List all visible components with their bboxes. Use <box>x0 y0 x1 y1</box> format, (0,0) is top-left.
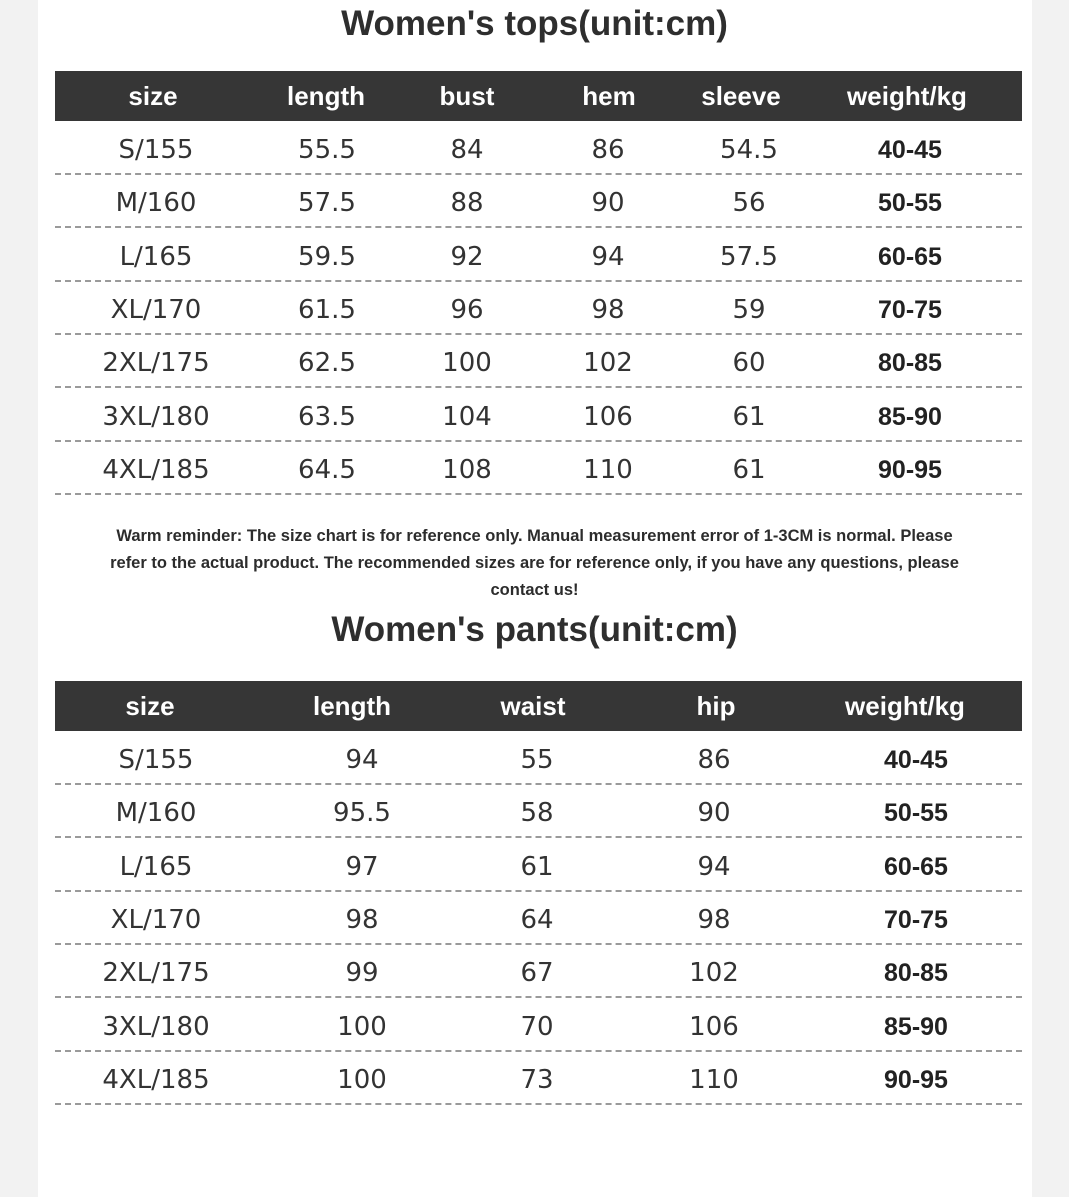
tops-row-divider <box>55 173 1022 175</box>
tops-cell-size: S/155 <box>118 135 194 165</box>
pants-cell-hip: 94 <box>697 851 731 882</box>
tops-row <box>55 390 1022 444</box>
tops-cell-length: 57.5 <box>298 188 356 219</box>
pants-row <box>55 786 1022 840</box>
tops-cell-hem: 110 <box>583 454 633 485</box>
tops-col-sleeve: sleeve <box>701 81 781 111</box>
pants-cell-weightkg: 60-65 <box>884 852 948 881</box>
tops-cell-bust: 92 <box>450 241 484 272</box>
tops-cell-hem: 106 <box>583 401 633 432</box>
pants-row <box>55 1053 1022 1107</box>
pants-cell-length: 100 <box>337 1064 387 1095</box>
pants-cell-size: XL/170 <box>110 904 202 935</box>
tops-cell-hem: 98 <box>591 294 625 325</box>
tops-cell-sleeve: 60 <box>732 348 766 379</box>
pants-cell-waist: 61 <box>520 851 554 882</box>
pants-col-waist: waist <box>500 691 566 721</box>
tops-cell-length: 64.5 <box>298 454 356 485</box>
tops-header-row <box>55 71 1022 121</box>
pants-row <box>55 840 1022 894</box>
tops-row-divider <box>55 440 1022 442</box>
tops-row <box>55 230 1022 284</box>
pants-cell-length: 94 <box>345 745 379 775</box>
pants-row-divider <box>55 1050 1022 1052</box>
pants-cell-size: 4XL/185 <box>102 1064 210 1095</box>
pants-cell-weightkg: 90-95 <box>884 1065 948 1094</box>
tops-row <box>55 123 1022 177</box>
pants-cell-size: 2XL/175 <box>102 958 210 989</box>
tops-row <box>55 336 1022 390</box>
pants-cell-waist: 70 <box>520 1011 554 1042</box>
pants-cell-waist: 64 <box>520 904 554 935</box>
tops-cell-bust: 108 <box>442 454 492 485</box>
pants-col-weight: weight/kg <box>845 691 965 721</box>
warm-reminder-note: Warm reminder: The size chart is for reference only. Manual measurement error of 1-3CM is normal. Please refer to the actual product. The recommended sizes are for reference only, if you have any questions, please contact us! <box>110 526 959 599</box>
tops-cell-bust: 104 <box>442 401 492 432</box>
tops-row-divider <box>55 226 1022 228</box>
pants-cell-weightkg: 80-85 <box>884 959 948 988</box>
tops-row-divider <box>55 493 1022 495</box>
pants-cell-length: 97 <box>345 851 379 882</box>
pants-cell-hip: 98 <box>697 904 731 935</box>
pants-row-divider <box>55 836 1022 838</box>
tops-cell-weightkg: 70-75 <box>878 295 942 324</box>
tops-cell-sleeve: 61 <box>732 454 766 485</box>
tops-cell-bust: 84 <box>450 135 484 165</box>
tops-row <box>55 283 1022 337</box>
pants-cell-size: S/155 <box>118 745 194 775</box>
pants-cell-hip: 110 <box>689 1064 739 1095</box>
pants-row-divider <box>55 1103 1022 1105</box>
pants-cell-weightkg: 85-90 <box>884 1012 948 1041</box>
tops-cell-weightkg: 40-45 <box>878 136 942 164</box>
pants-row <box>55 1000 1022 1054</box>
tops-cell-weightkg: 80-85 <box>878 349 942 378</box>
pants-col-size: size <box>125 691 175 721</box>
tops-cell-length: 61.5 <box>298 294 356 325</box>
tops-cell-size: XL/170 <box>110 294 202 325</box>
tops-cell-size: 4XL/185 <box>102 454 210 485</box>
pants-cell-size: 3XL/180 <box>102 1011 210 1042</box>
tops-cell-sleeve: 56 <box>732 188 766 219</box>
pants-cell-hip: 106 <box>689 1011 739 1042</box>
tops-cell-weightkg: 90-95 <box>878 455 942 484</box>
tops-col-length: length <box>287 81 365 111</box>
pants-cell-weightkg: 70-75 <box>884 905 948 934</box>
pants-cell-weightkg: 40-45 <box>884 746 948 774</box>
pants-col-length: length <box>313 691 391 721</box>
tops-col-bust: bust <box>439 81 495 111</box>
pants-cell-size: M/160 <box>115 798 197 829</box>
pants-row-divider <box>55 943 1022 945</box>
tops-cell-bust: 96 <box>450 294 484 325</box>
pants-cell-length: 98 <box>345 904 379 935</box>
pants-row <box>55 733 1022 787</box>
tops-cell-length: 55.5 <box>298 135 356 165</box>
tops-cell-length: 63.5 <box>298 401 356 432</box>
pants-cell-weightkg: 50-55 <box>884 799 948 828</box>
tops-cell-sleeve: 61 <box>732 401 766 432</box>
tops-cell-hem: 86 <box>591 135 625 165</box>
pants-cell-size: L/165 <box>119 851 193 882</box>
tops-cell-sleeve: 54.5 <box>720 135 778 165</box>
tops-cell-size: M/160 <box>115 188 197 219</box>
tops-title: Women's tops(unit:cm) <box>341 4 728 43</box>
tops-cell-sleeve: 57.5 <box>720 241 778 272</box>
pants-cell-waist: 58 <box>520 798 554 829</box>
pants-cell-hip: 86 <box>697 745 731 775</box>
tops-cell-size: 3XL/180 <box>102 401 210 432</box>
tops-row-divider <box>55 386 1022 388</box>
tops-cell-hem: 90 <box>591 188 625 219</box>
pants-cell-hip: 90 <box>697 798 731 829</box>
tops-cell-weightkg: 85-90 <box>878 402 942 431</box>
tops-row <box>55 176 1022 230</box>
tops-cell-weightkg: 60-65 <box>878 242 942 271</box>
tops-row-divider <box>55 280 1022 282</box>
pants-cell-hip: 102 <box>689 958 739 989</box>
tops-col-size: size <box>128 81 178 111</box>
pants-col-hip: hip <box>696 691 736 721</box>
pants-row-divider <box>55 890 1022 892</box>
pants-row-divider <box>55 783 1022 785</box>
tops-cell-bust: 88 <box>450 188 484 219</box>
pants-cell-waist: 73 <box>520 1064 554 1095</box>
tops-cell-weightkg: 50-55 <box>878 189 942 218</box>
tops-row <box>55 443 1022 497</box>
tops-col-hem: hem <box>582 81 636 111</box>
tops-cell-sleeve: 59 <box>732 294 766 325</box>
tops-row-divider <box>55 333 1022 335</box>
tops-cell-size: L/165 <box>119 241 193 272</box>
pants-row <box>55 893 1022 947</box>
tops-col-weight: weight/kg <box>847 81 967 111</box>
pants-cell-length: 99 <box>345 958 379 989</box>
pants-cell-waist: 55 <box>520 745 554 775</box>
tops-cell-hem: 102 <box>583 348 633 379</box>
pants-title: Women's pants(unit:cm) <box>331 610 738 649</box>
pants-header-row <box>55 681 1022 731</box>
tops-cell-length: 59.5 <box>298 241 356 272</box>
pants-row-divider <box>55 996 1022 998</box>
pants-cell-length: 100 <box>337 1011 387 1042</box>
tops-cell-hem: 94 <box>591 241 625 272</box>
tops-cell-bust: 100 <box>442 348 492 379</box>
tops-cell-length: 62.5 <box>298 348 356 379</box>
tops-cell-size: 2XL/175 <box>102 348 210 379</box>
pants-row <box>55 946 1022 1000</box>
pants-cell-waist: 67 <box>520 958 554 989</box>
pants-cell-length: 95.5 <box>333 798 391 829</box>
